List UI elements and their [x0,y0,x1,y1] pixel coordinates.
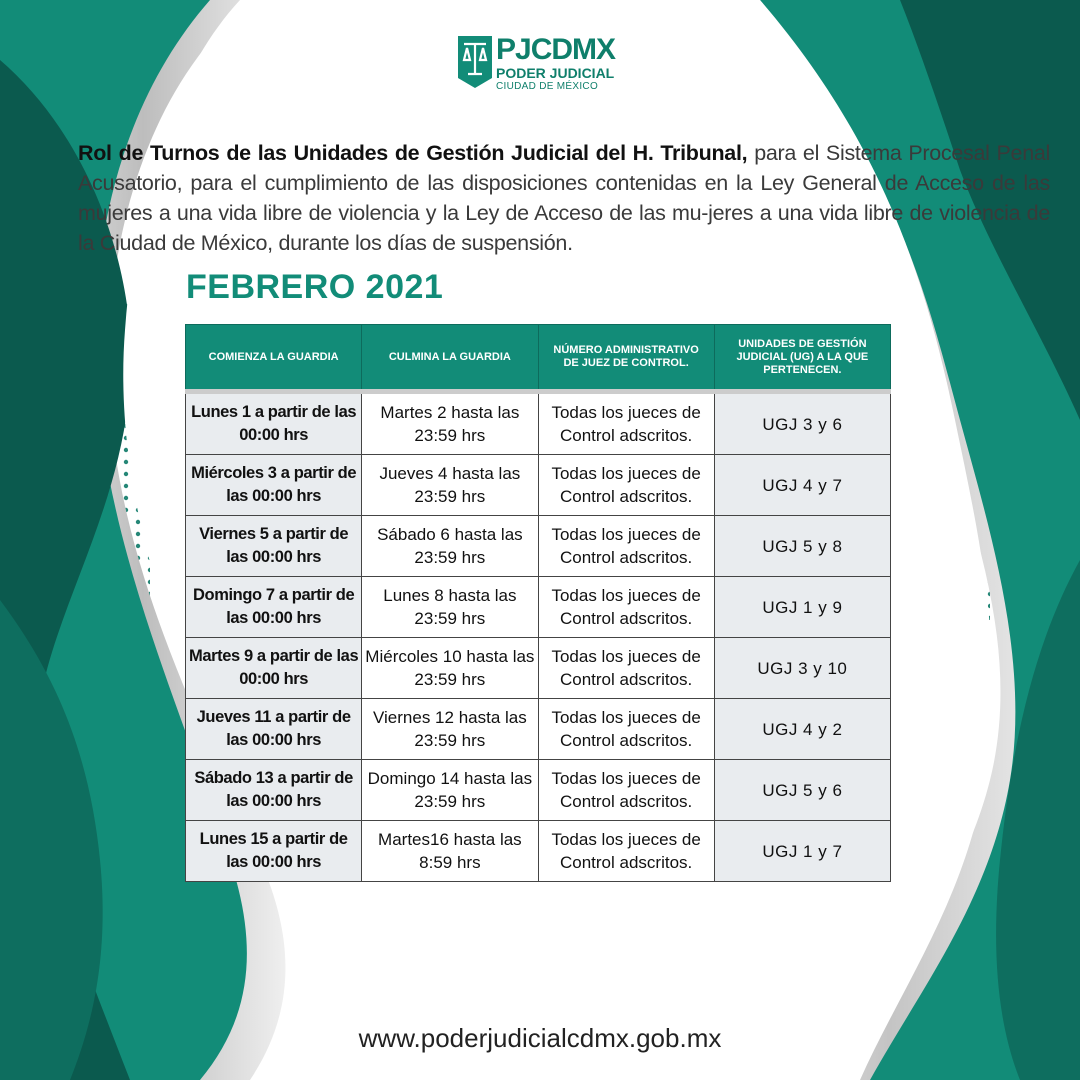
end-cell: Miércoles 10 hasta las 23:59 hrs [362,638,538,699]
start-cell: Sábado 13 a partir de las 00:00 hrs [186,760,362,821]
start-cell: Lunes 15 a partir de las 00:00 hrs [186,821,362,882]
pjcdmx-logo [456,34,626,96]
start-cell: Lunes 1 a partir de las 00:00 hrs [186,392,362,455]
end-cell: Sábado 6 hasta las 23:59 hrs [362,516,538,577]
end-cell: Martes 2 hasta las 23:59 hrs [362,392,538,455]
units-cell: UGJ 4 y 7 [714,455,890,516]
table-row [186,455,891,516]
judges-cell: Todas los jueces de Control adscritos. [538,455,714,516]
units-cell: UGJ 1 y 7 [714,821,890,882]
table-row [186,760,891,821]
end-cell: Domingo 14 hasta las 23:59 hrs [362,760,538,821]
header-end: CULMINA LA GUARDIA [362,325,538,392]
end-cell: Martes16 hasta las 8:59 hrs [362,821,538,882]
footer-url-link[interactable]: www.poderjudicialcdmx.gob.mx [358,1023,722,1053]
units-cell: UGJ 3 y 10 [714,638,890,699]
start-cell: Jueves 11 a partir de las 00:00 hrs [186,699,362,760]
table-row [186,516,891,577]
end-cell: Jueves 4 hasta las 23:59 hrs [362,455,538,516]
start-cell: Martes 9 a partir de las 00:00 hrs [186,638,362,699]
intro-bold-text: Rol de Turnos de las Unidades de Gestión Judicial del H. Tribunal, [78,141,748,165]
header-judge-number: NÚMERO ADMINISTRATIVO DE JUEZ DE CONTROL. [538,325,714,392]
table-row [186,392,891,455]
header-start: COMIENZA LA GUARDIA [186,325,362,392]
judges-cell: Todas los jueces de Control adscritos. [538,638,714,699]
intro-text: para el Sistema Procesal Penal Acusatorio, para el cumplimiento de las disposiciones contenidas en la Ley General de Acceso de las mujeres a una vida libre de violencia y la Ley de Acceso de las mu-jeres a una vida libre de violencia de la Ciudad de México, durante los días de suspensión. [78,141,1051,255]
table-row [186,699,891,760]
units-cell: UGJ 4 y 2 [714,699,890,760]
units-cell: UGJ 5 y 8 [714,516,890,577]
start-cell: Domingo 7 a partir de las 00:00 hrs [186,577,362,638]
judges-cell: Todas los jueces de Control adscritos. [538,577,714,638]
end-cell: Viernes 12 hasta las 23:59 hrs [362,699,538,760]
guard-schedule-table [185,324,891,882]
table-row [186,577,891,638]
intro-paragraph [78,138,1050,258]
judges-cell: Todas los jueces de Control adscritos. [538,821,714,882]
units-cell: UGJ 1 y 9 [714,577,890,638]
units-cell: UGJ 5 y 6 [714,760,890,821]
start-cell: Miércoles 3 a partir de las 00:00 hrs [186,455,362,516]
table-row [186,821,891,882]
judges-cell: Todas los jueces de Control adscritos. [538,392,714,455]
judges-cell: Todas los jueces de Control adscritos. [538,699,714,760]
logo-subtitle: PODER JUDICIAL [496,65,615,81]
table-row [186,638,891,699]
end-cell: Lunes 8 hasta las 23:59 hrs [362,577,538,638]
judges-cell: Todas los jueces de Control adscritos. [538,516,714,577]
judges-cell: Todas los jueces de Control adscritos. [538,760,714,821]
justice-emblem-icon [456,34,494,90]
logo-title: PJCDMX [496,33,616,66]
units-cell: UGJ 3 y 6 [714,392,890,455]
month-title: FEBRERO 2021 [186,268,444,306]
table-header-row [186,325,891,392]
logo-city: CIUDAD DE MÉXICO [496,81,599,92]
header-units: UNIDADES DE GESTIÓN JUDICIAL (UG) A LA QUE PERTENECEN. [714,325,890,392]
start-cell: Viernes 5 a partir de las 00:00 hrs [186,516,362,577]
